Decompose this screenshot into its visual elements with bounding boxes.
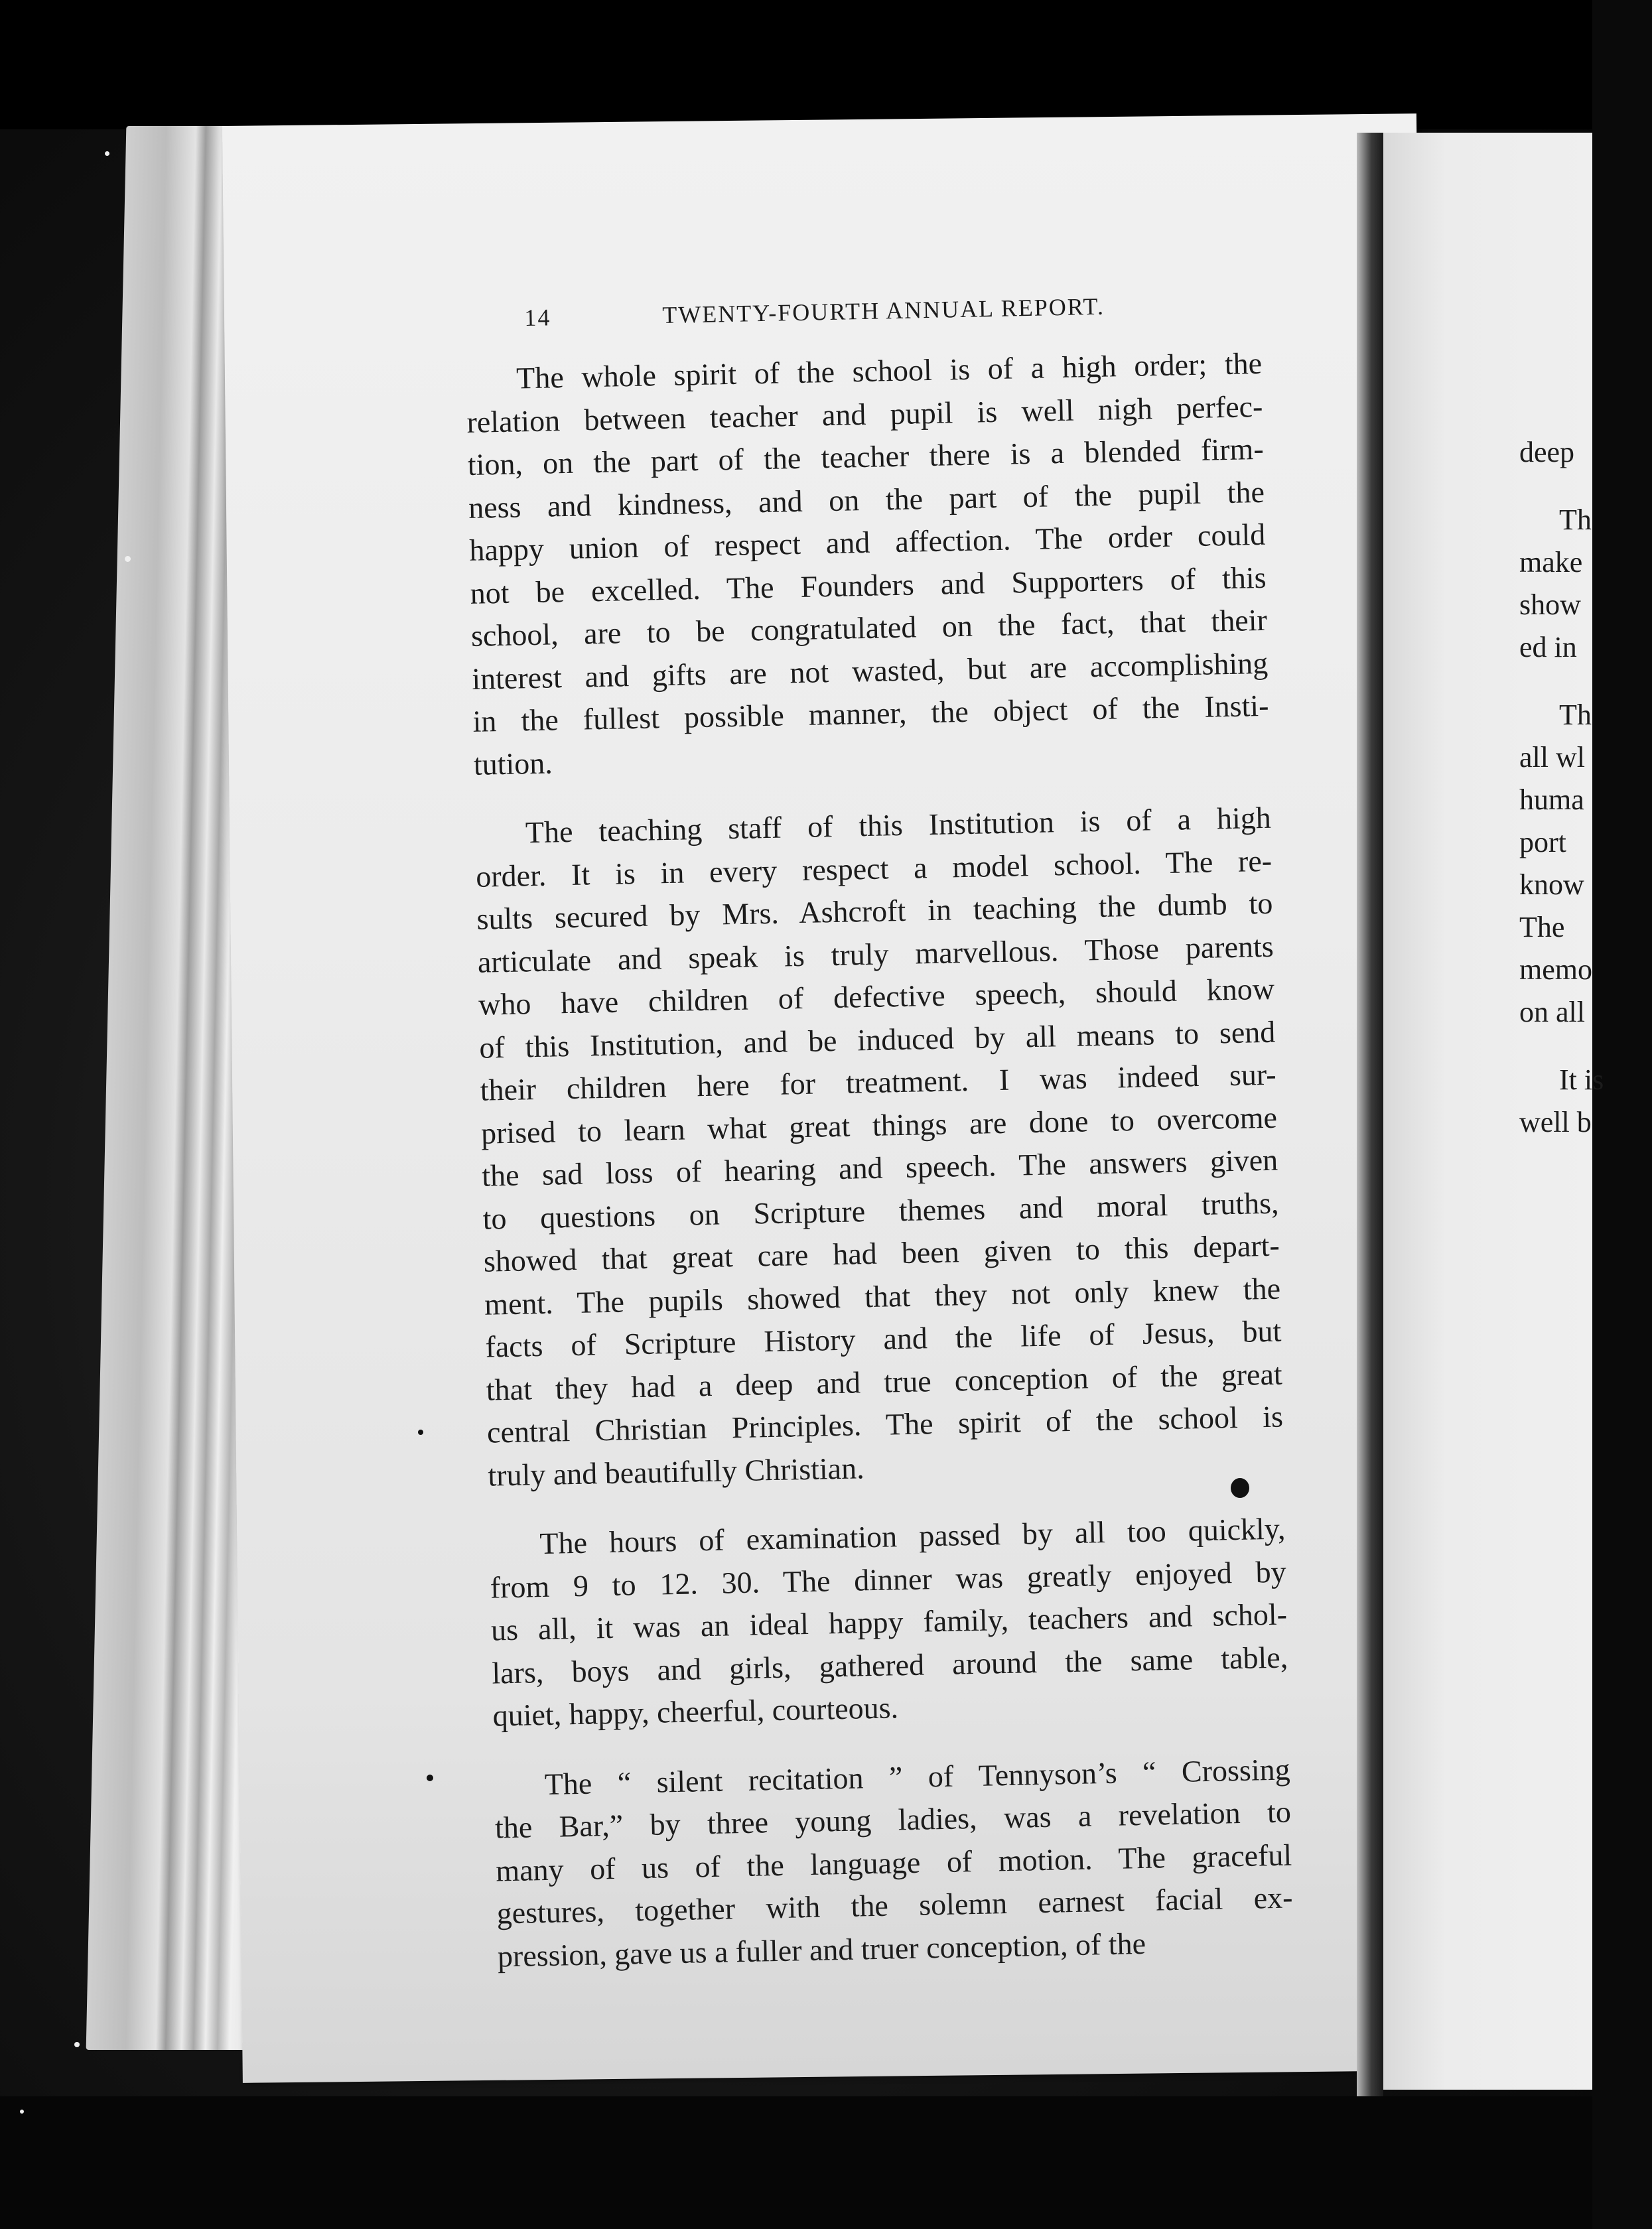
paragraph [494, 1748, 1294, 1978]
text-line: truly and beautifully Christian. [487, 1450, 865, 1493]
text-line: ness and kindness, and on the part of the pupil the [468, 474, 1265, 525]
text-line: prised to learn what great things are done to overcome [480, 1100, 1278, 1150]
right-page-line: memo [1519, 953, 1592, 986]
page-number: 14 [524, 304, 551, 332]
right-page-line: deep [1519, 436, 1575, 468]
text-line: order. It is in every respect a model school. The re- [475, 843, 1273, 894]
right-page-line: make [1519, 546, 1583, 578]
text-line: The whole spirit of the school is of a high order; the [516, 346, 1263, 395]
ink-blot [1231, 1478, 1249, 1498]
text-line: the sad loss of hearing and speech. The answers given [481, 1142, 1278, 1193]
right-page-line: on all [1519, 996, 1585, 1028]
book-gutter [1357, 133, 1383, 2096]
paragraph-gap [1519, 1034, 1652, 1059]
right-page-line: Th [1559, 699, 1592, 731]
body-paragraphs [466, 342, 1294, 1978]
bottom-dark-band [0, 2096, 1592, 2229]
text-line: The “ silent recitation ” of Tennyson’s “ Crossing [544, 1751, 1291, 1801]
text-line: not be excelled. The Founders and Supporters of this [470, 560, 1267, 610]
dust-speck [125, 556, 131, 562]
text-line: their children here for treatment. I was indeed sur- [480, 1057, 1277, 1107]
right-page-line: huma [1519, 783, 1584, 816]
text-line: gestures, together with the solemn earnest facial ex- [496, 1880, 1293, 1930]
text-line: quiet, happy, cheerful, courteous. [492, 1690, 899, 1733]
right-page-line: Th [1559, 504, 1592, 536]
text-line: of this Institution, and be induced by all means to send [478, 1014, 1276, 1065]
ink-dot [418, 1430, 423, 1435]
paragraph [489, 1508, 1289, 1738]
dust-speck [74, 2042, 80, 2047]
text-line: happy union of respect and affection. The order could [468, 517, 1266, 567]
text-line: in the fullest possible manner, the object of the Insti- [472, 688, 1269, 738]
text-line: to questions on Scripture themes and moral truths, [482, 1185, 1279, 1236]
text-line: central Christian Principles. The spirit of the school is [486, 1399, 1284, 1450]
paragraph-gap [1519, 474, 1652, 499]
text-line: tution. [473, 745, 553, 781]
text-line: articulate and speak is truly marvellous. Those parents [477, 929, 1274, 979]
dust-speck [105, 151, 109, 156]
paragraph [466, 342, 1271, 786]
text-line: showed that great care had been given to this depart- [483, 1228, 1280, 1278]
top-dark-band [0, 0, 1592, 129]
right-page-line: port [1519, 826, 1566, 858]
right-page-line: show [1519, 588, 1581, 621]
paragraph-gap [1519, 669, 1652, 694]
text-line: the Bar,” by three young ladies, was a revelation to [494, 1794, 1292, 1845]
right-page-line: It is [1559, 1063, 1604, 1096]
text-line: many of us of the language of motion. The graceful [495, 1837, 1292, 1888]
text-line: pression, gave us a fuller and truer conception, of the [497, 1926, 1146, 1973]
right-page-line: ed in [1519, 631, 1577, 663]
right-page-line: know [1519, 868, 1584, 901]
text-line: interest and gifts are not wasted, but are accomplishing [471, 645, 1269, 696]
text-line: lars, boys and girls, gathered around the same table, [491, 1640, 1288, 1690]
text-line: sults secured by Mrs. Ashcroft in teaching the dumb to [476, 886, 1273, 936]
text-line: facts of Scripture History and the life of Jesus, but [485, 1314, 1282, 1364]
text-line: that they had a deep and true conception of the great [486, 1357, 1283, 1407]
text-line: The teaching staff of this Institution is of a high [525, 800, 1272, 850]
dust-speck [20, 2110, 24, 2114]
paragraph [474, 797, 1284, 1497]
text-line: ment. The pupils showed that they not only knew the [484, 1271, 1281, 1321]
text-line: us all, it was an ideal happy family, teachers and schol- [490, 1597, 1288, 1647]
text-line: The hours of examination passed by all too quickly, [539, 1511, 1286, 1561]
text-line: relation between teacher and pupil is well nigh perfec- [466, 389, 1263, 439]
running-head-title: TWENTY-FOURTH ANNUAL REPORT. [661, 293, 1105, 329]
right-page-line: well b [1519, 1106, 1592, 1138]
right-page-text [1519, 431, 1652, 1144]
text-line: school, are to be congratulated on the fact, that their [470, 602, 1268, 653]
right-page-line: The [1519, 911, 1565, 943]
text-line: who have children of defective speech, should know [478, 971, 1275, 1022]
page-text-block [464, 289, 1294, 2005]
text-line: tion, on the part of the teacher there is a blended firm- [467, 431, 1265, 482]
ink-dot [427, 1775, 433, 1781]
text-line: from 9 to 12. 30. The dinner was greatly enjoyed by [490, 1554, 1287, 1605]
right-page-line: all wl [1519, 741, 1585, 774]
